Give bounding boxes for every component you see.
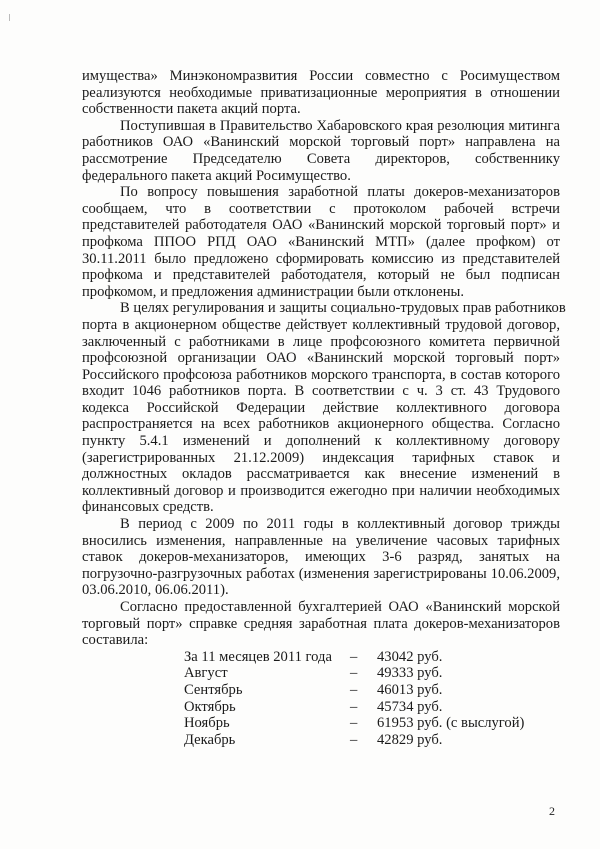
text-line: коллективный договор и производится ежегодно при наличии необходимых bbox=[82, 482, 560, 499]
salary-value: 49333 руб. bbox=[377, 665, 443, 682]
period-label: Ноябрь bbox=[184, 715, 230, 732]
text-line: торговый порт» справке средняя заработная плата докеров-механизаторов bbox=[82, 615, 560, 632]
document-body bbox=[82, 68, 566, 748]
text-line: 30.11.2011 было предложено сформировать комиссию из представителей bbox=[82, 250, 560, 267]
dash: – bbox=[350, 698, 358, 715]
salary-row bbox=[184, 649, 560, 666]
text-line: заключенный с работниками в лице профсоюзного комитета первичной bbox=[82, 333, 560, 350]
text-line: профкома и представителей работодателя, который не был подписан bbox=[82, 267, 560, 284]
salary-value: 46013 руб. bbox=[377, 681, 443, 698]
paragraph bbox=[82, 68, 560, 118]
salary-value: 42829 руб. bbox=[377, 731, 443, 748]
text-line: представителей работодателя ОАО «Ванинский морской торговый порт» и bbox=[82, 217, 560, 234]
dash: – bbox=[350, 715, 358, 732]
text-line: В период с 2009 по 2011 годы в коллективный договор трижды bbox=[120, 516, 560, 533]
period-label: Август bbox=[184, 665, 228, 682]
text-line: порта в акционерном обществе действует коллективный трудовой договор, bbox=[82, 316, 560, 333]
text-line: финансовых средств. bbox=[82, 499, 214, 516]
period-label: За 11 месяцев 2011 года bbox=[184, 648, 332, 665]
text-line: профкома ППОО РПД ОАО «Ванинский МТП» (далее профком) от bbox=[82, 233, 560, 250]
salary-table bbox=[184, 649, 560, 749]
text-line: составила: bbox=[82, 632, 149, 649]
salary-row bbox=[184, 699, 560, 716]
salary-value: 43042 руб. bbox=[377, 648, 443, 665]
paragraph bbox=[82, 184, 560, 300]
salary-row bbox=[184, 682, 560, 699]
period-label: Декабрь bbox=[184, 731, 236, 748]
text-line: 03.06.2010, 06.06.2011). bbox=[82, 582, 229, 599]
text-line: сообщаем, что в соответствии с протоколом рабочей встречи bbox=[82, 200, 560, 217]
text-line: федерального пакета акций Росимущество. bbox=[82, 167, 351, 184]
text-line: Поступившая в Правительство Хабаровского края резолюция митинга bbox=[120, 117, 560, 134]
text-line: должностных окладов рассматривается как внесение изменений в bbox=[82, 466, 560, 483]
text-line: По вопросу повышения заработной платы докеров-механизаторов bbox=[120, 184, 560, 201]
scan-mark bbox=[9, 14, 13, 21]
salary-row bbox=[184, 732, 560, 749]
text-line: имущества» Минэкономразвития России совместно с Росимуществом bbox=[82, 68, 560, 84]
text-line: В целях регулирования и защиты социально-трудовых прав работников bbox=[120, 300, 566, 317]
salary-value: 45734 руб. bbox=[377, 698, 443, 715]
text-line: пункту 5.4.1 изменений и дополнений к коллективному договору bbox=[82, 433, 560, 450]
text-line: Согласно предоставленной бухгалтерией ОАО «Ванинский морской bbox=[120, 599, 560, 615]
paragraph bbox=[82, 300, 566, 516]
salary-row bbox=[184, 665, 560, 682]
text-line: входит 1046 работников порта. В соответствии с ч. 3 ст. 43 Трудового bbox=[82, 383, 560, 400]
period-label: Октябрь bbox=[184, 698, 236, 715]
salary-value: 61953 руб. (с выслугой) bbox=[377, 715, 525, 732]
text-line: распространяется на всех работников акционерного общества. Согласно bbox=[82, 416, 560, 433]
text-line: ставок докеров-механизаторов, имеющих 3-6 разряд, занятых на bbox=[82, 549, 560, 566]
text-line: Российского профсоюза работников морского транспорта, в состав которого bbox=[82, 366, 560, 383]
text-line: работников ОАО «Ванинский морской торговый порт» направлена на bbox=[82, 134, 560, 151]
paragraph bbox=[82, 118, 560, 184]
text-line: (зарегистрированных 21.12.2009) индексация тарифных ставок и bbox=[82, 449, 560, 466]
text-line: вносились изменения, направленные на увеличение часовых тарифных bbox=[82, 532, 560, 549]
text-line: рассмотрение Председателю Совета директоров, собственнику bbox=[82, 150, 560, 167]
dash: – bbox=[350, 665, 358, 682]
text-line: собственности пакета акций порта. bbox=[82, 101, 301, 118]
period-label: Сентябрь bbox=[184, 681, 243, 698]
text-line: профкомом, и предложения администрации были отклонены. bbox=[82, 283, 464, 300]
paragraph bbox=[82, 599, 560, 649]
dash: – bbox=[350, 731, 358, 748]
paragraph bbox=[82, 516, 560, 599]
dash: – bbox=[350, 648, 358, 665]
text-line: погрузочно-разгрузочных работах (изменения зарегистрированы 10.06.2009, bbox=[82, 565, 560, 582]
text-line: кодекса Российской Федерации действие коллективного договора bbox=[82, 399, 560, 416]
dash: – bbox=[350, 681, 358, 698]
text-line: профсоюзной организации ОАО «Ванинский морской торговый порт» bbox=[82, 350, 560, 367]
salary-row bbox=[184, 715, 560, 732]
text-line: реализуются необходимые приватизационные мероприятия в отношении bbox=[82, 84, 560, 101]
page-number: 2 bbox=[549, 804, 555, 818]
